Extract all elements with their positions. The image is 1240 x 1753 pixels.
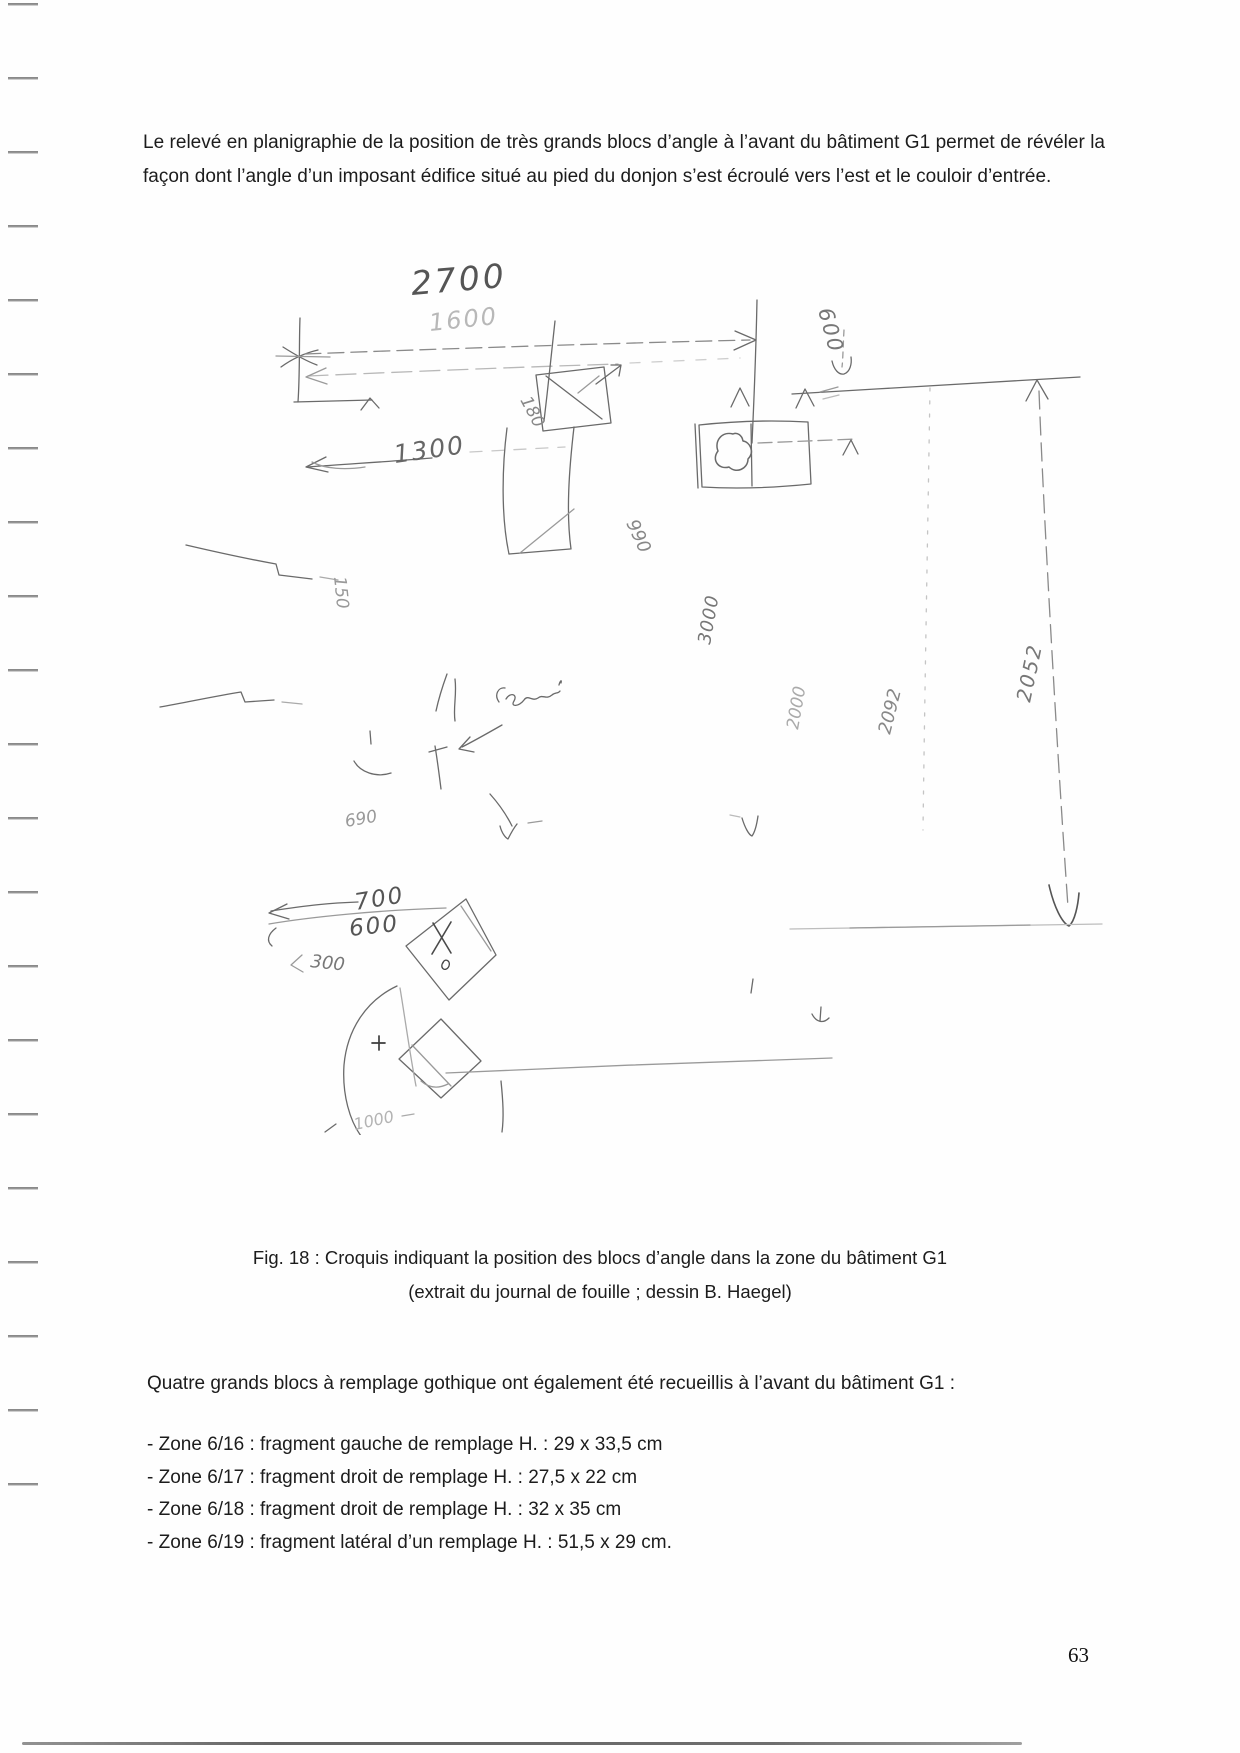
sketch-dim-3000: 3000: [694, 593, 724, 646]
sketch-strokes: [160, 300, 1102, 1135]
sketch-dim-2700: 2700: [409, 255, 509, 303]
sketch-dim-300: 300: [309, 951, 346, 976]
zone-fragments-list: [147, 1429, 1137, 1559]
sketch-dim-700: 700: [352, 882, 407, 916]
bottom-scan-line: [22, 1742, 1022, 1745]
sketch-dim-690: 690: [343, 806, 379, 832]
binding-dash-marks: [8, 3, 38, 1487]
sketch-dim-2092: 2092: [874, 686, 906, 737]
sketch-dim-150: 150: [329, 575, 353, 610]
figure-sketch-croquis: [150, 255, 1110, 1135]
sketch-dimension-labels: [309, 256, 1047, 1134]
list-item: - Zone 6/16 : fragment gauche de remplage H. : 29 x 33,5 cm: [147, 1434, 663, 1455]
sketch-dim-2052: 2052: [1011, 641, 1048, 705]
sketch-dim-990: 990: [621, 516, 656, 557]
sketch-dim-600-top: 600: [813, 305, 849, 356]
blocks-paragraph: Quatre grands blocs à remplage gothique ont également été recueillis à l’avant du bâtiment G1 :: [147, 1373, 955, 1394]
list-item: - Zone 6/17 : fragment droit de remplage H. : 27,5 x 22 cm: [147, 1466, 638, 1488]
figure-caption-line1: Fig. 18 : Croquis indiquant la position des blocs d’angle dans la zone du bâtiment G1: [252, 1247, 948, 1268]
sketch-dim-180: 180: [515, 392, 549, 432]
list-item: - Zone 6/19 : fragment latéral d’un remplage H. : 51,5 x 29 cm.: [147, 1531, 672, 1553]
sketch-dim-1000: 1000: [351, 1106, 396, 1134]
figure-caption-line2: (extrait du journal de fouille ; dessin B. Haegel): [408, 1281, 792, 1302]
page-number: 63: [1068, 1643, 1089, 1667]
sketch-dim-1600: 1600: [427, 301, 500, 337]
sketch-dim-1300: 1300: [391, 430, 467, 469]
sketch-dim-600-bottom: 600: [347, 910, 401, 942]
intro-paragraph: Le relevé en planigraphie de la position de très grands blocs d’angle à l’avant du bâtiment G1 permet de révéler la façon dont l’angle d’un imposant édifice situé au pied du donjon s’est écroulé vers l’est et le couloir d’entrée.: [143, 132, 1105, 187]
list-item: - Zone 6/18 : fragment droit de remplage H. : 32 x 35 cm: [147, 1499, 622, 1520]
figure-caption: [150, 1241, 1050, 1309]
sketch-dim-2000: 2000: [783, 684, 811, 731]
